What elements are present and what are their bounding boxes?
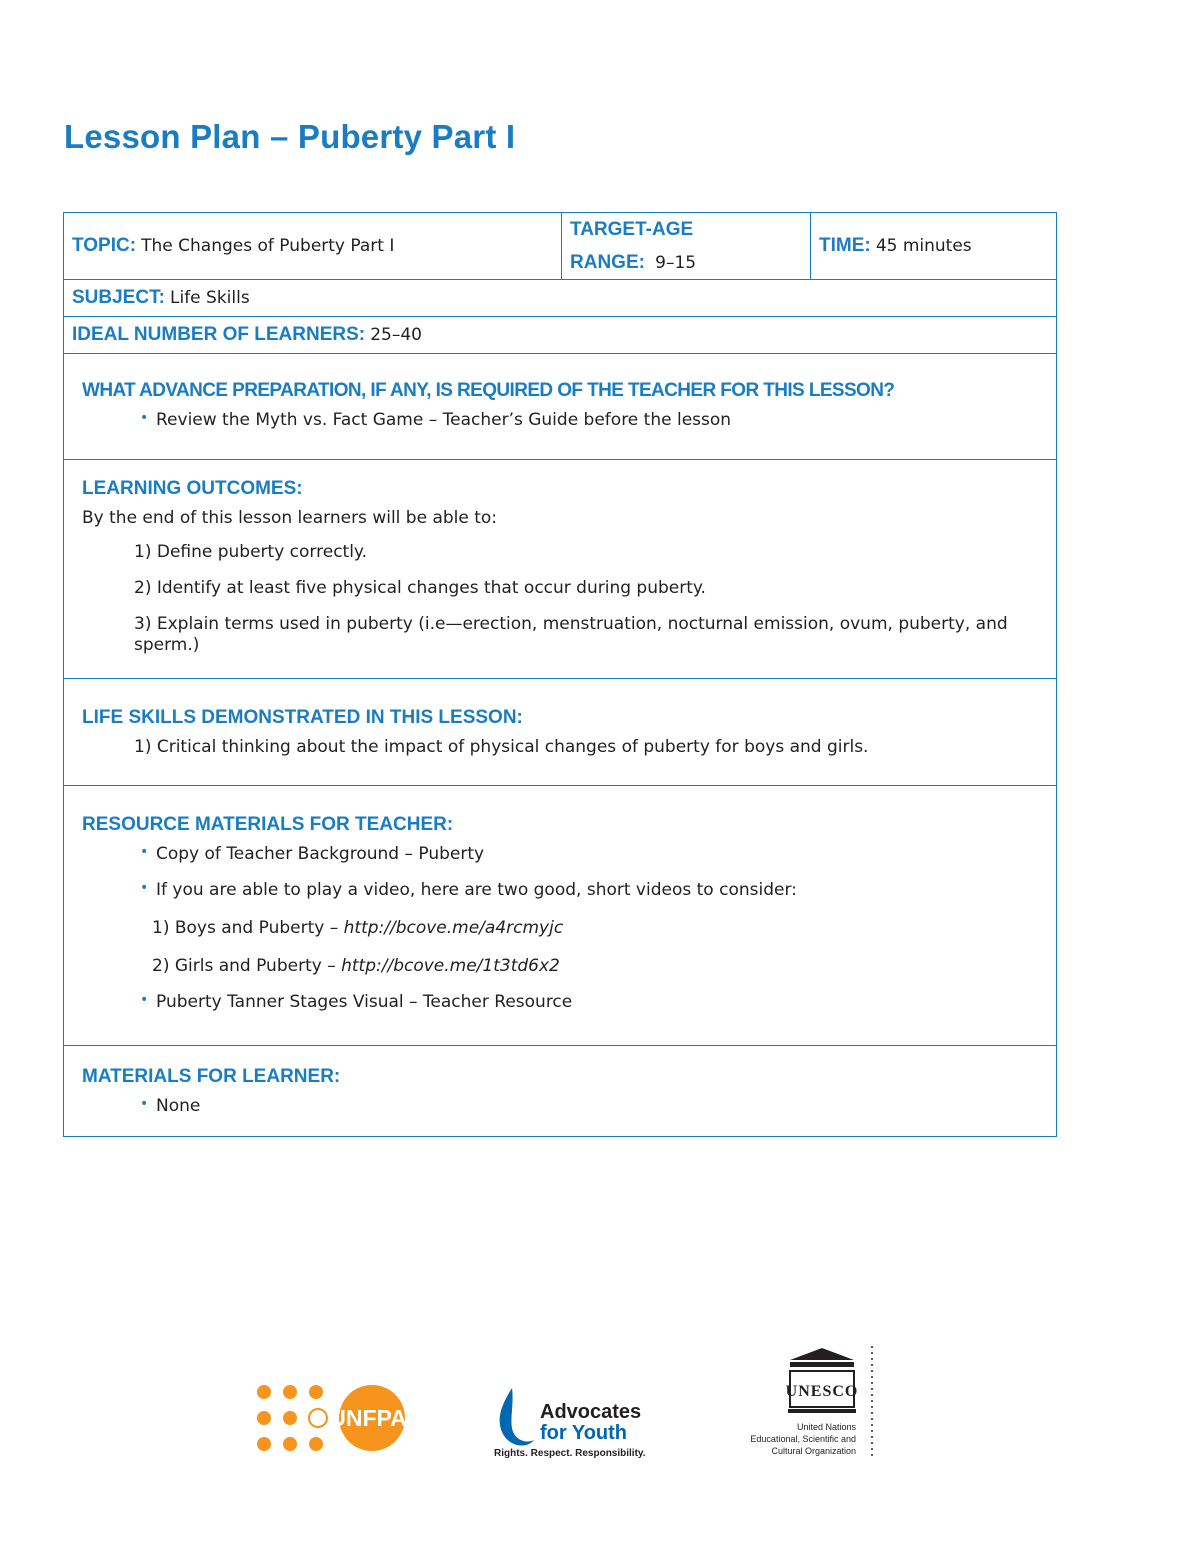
ideal-learners-label: IDEAL NUMBER OF LEARNERS: xyxy=(72,324,366,345)
video-link-girls[interactable]: http://bcove.me/1t3td6x2 xyxy=(341,956,560,976)
learner-materials-section xyxy=(64,1045,1056,1136)
svg-text:UNFPA: UNFPA xyxy=(329,1405,407,1431)
partner-logos xyxy=(0,1340,1200,1470)
learning-outcomes-heading: LEARNING OUTCOMES: xyxy=(82,478,303,499)
svg-text:Rights. Respect. Responsibilit: Rights. Respect. Responsibility. xyxy=(494,1448,646,1459)
list-item: 2) Identify at least five physical changes that occur during puberty. xyxy=(134,578,706,598)
preparation-heading: WHAT ADVANCE PREPARATION, IF ANY, IS REQUIRED OF THE TEACHER FOR THIS LESSON? xyxy=(82,380,895,401)
time-label: TIME: xyxy=(819,235,871,256)
subject-row xyxy=(64,279,1056,316)
svg-text:Cultural Organization: Cultural Organization xyxy=(771,1446,856,1456)
unfpa-logo xyxy=(252,1380,412,1456)
range-label: RANGE: xyxy=(570,251,645,273)
learner-materials-heading: MATERIALS FOR LEARNER: xyxy=(82,1066,341,1087)
list-item: 1) Boys and Puberty – http://bcove.me/a4rcmyjc xyxy=(152,918,564,938)
svg-text:UNESCO: UNESCO xyxy=(785,1383,859,1400)
bullet-icon: • xyxy=(140,992,149,1008)
bullet-icon: • xyxy=(140,844,149,860)
header-row xyxy=(64,213,1056,279)
topic-label: TOPIC: xyxy=(72,235,137,256)
bullet-icon: • xyxy=(140,410,149,426)
list-item: 3) Explain terms used in puberty (i.e—erection, menstruation, nocturnal emission, ovum, puberty, and sperm.) xyxy=(134,614,1008,655)
svg-text:Advocates: Advocates xyxy=(540,1401,642,1423)
ideal-learners-row xyxy=(64,316,1056,353)
preparation-section xyxy=(64,353,1056,459)
list-item: 2) Girls and Puberty – http://bcove.me/1t3td6x2 xyxy=(152,956,560,976)
svg-text:Educational, Scientific and: Educational, Scientific and xyxy=(750,1434,856,1444)
list-item: 1) Define puberty correctly. xyxy=(134,542,367,562)
time-value: 45 minutes xyxy=(875,236,972,256)
page-title: Lesson Plan – Puberty Part I xyxy=(64,118,516,155)
advocates-for-youth-logo xyxy=(492,1384,662,1460)
target-age-value: 9–15 xyxy=(655,252,697,273)
bullet-icon: • xyxy=(140,1096,149,1112)
list-item: • Puberty Tanner Stages Visual – Teacher Resource xyxy=(140,992,573,1012)
list-item: • None xyxy=(140,1096,201,1116)
life-skills-section xyxy=(64,678,1056,785)
target-age-label: TARGET-AGE xyxy=(570,218,694,240)
video-link-boys[interactable]: http://bcove.me/a4rcmyjc xyxy=(343,918,564,938)
learning-outcomes-intro: By the end of this lesson learners will be able to: xyxy=(82,508,498,528)
topic-cell xyxy=(64,213,561,279)
lesson-plan-table xyxy=(63,212,1057,1137)
resources-heading: RESOURCE MATERIALS FOR TEACHER: xyxy=(82,814,454,835)
resources-section xyxy=(64,785,1056,1045)
list-item: 1) Critical thinking about the impact of physical changes of puberty for boys and girls. xyxy=(134,737,869,757)
unesco-logo xyxy=(730,1344,890,1464)
time-cell xyxy=(810,213,1056,279)
learning-outcomes-section xyxy=(64,459,1056,678)
ideal-learners-value: 25–40 xyxy=(370,325,422,345)
life-skills-heading: LIFE SKILLS DEMONSTRATED IN THIS LESSON: xyxy=(82,707,523,728)
subject-label: SUBJECT: xyxy=(72,287,165,308)
list-item: • Review the Myth vs. Fact Game – Teacher’s Guide before the lesson xyxy=(140,410,732,430)
svg-text:for Youth: for Youth xyxy=(540,1422,628,1444)
list-item: • Copy of Teacher Background – Puberty xyxy=(140,844,485,864)
svg-text:United Nations: United Nations xyxy=(796,1422,856,1432)
topic-value: The Changes of Puberty Part I xyxy=(141,236,395,256)
bullet-icon: • xyxy=(140,880,149,896)
target-age-cell xyxy=(561,213,810,279)
subject-value: Life Skills xyxy=(170,288,250,308)
list-item: • If you are able to play a video, here are two good, short videos to consider: xyxy=(140,880,797,900)
